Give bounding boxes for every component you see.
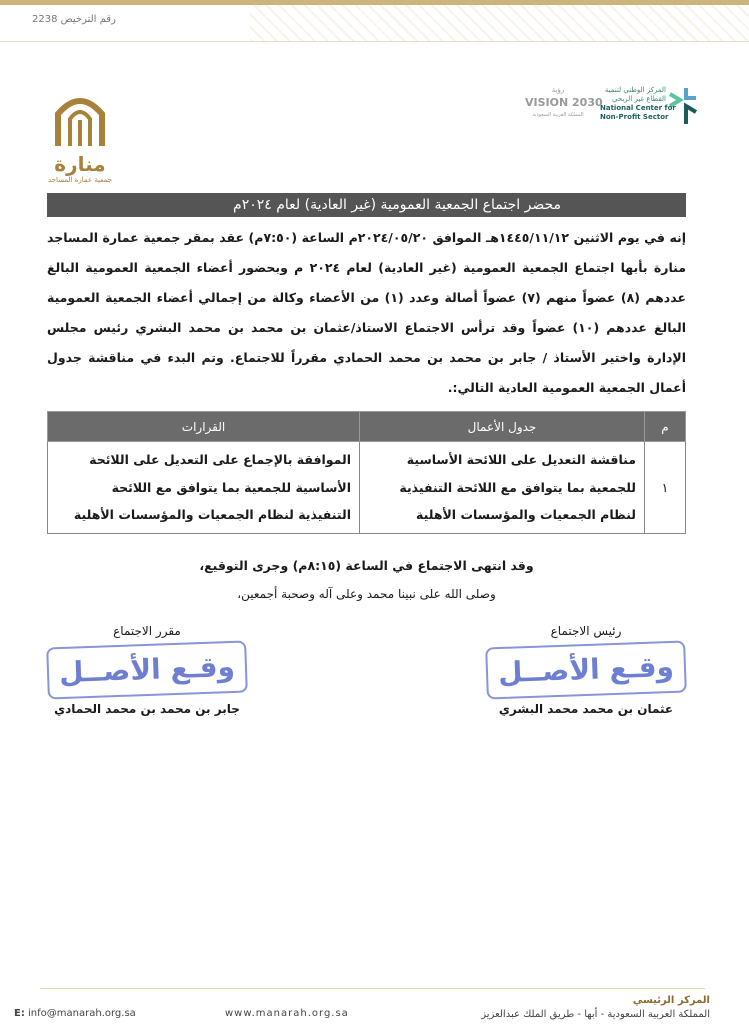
license-label: رقم الترخيص	[60, 14, 116, 25]
col-decisions-header: القرارات	[48, 412, 360, 442]
email-label: E:	[14, 1008, 25, 1019]
chairman-signature	[486, 622, 686, 718]
signatures	[47, 622, 686, 718]
chairman-name: عثمان بن محمد محمد البشري	[498, 701, 674, 716]
row-num: ١	[645, 442, 686, 534]
row-decision: الموافقة بالإجماع على التعديل على اللائحة الأساسية للجمعية بما يتوافق مع اللائحة التنفيذية لنظام الجمعيات والمؤسسات الأهلية	[48, 442, 360, 534]
secretary-name: جابر بن محمد بن محمد الحمادي	[54, 701, 240, 716]
vision-arabic: رؤية	[551, 86, 565, 94]
row-agenda: مناقشة التعديل على اللائحة الأساسية للجمعية بما يتوافق مع اللائحة التنفيذية لنظام الجمعيات والمؤسسات الأهلية	[360, 442, 645, 534]
ncnp-logo-text	[600, 86, 676, 122]
website-link[interactable]: www.manarah.org.sa	[225, 1008, 349, 1019]
ncnp-line1: المركز الوطني لتنمية	[604, 86, 666, 94]
table-row	[48, 442, 686, 534]
ncnp-line3: National Center for	[600, 104, 676, 112]
header-pattern	[250, 5, 749, 41]
footer-address	[420, 994, 710, 1022]
vision-2030-logo	[525, 86, 603, 119]
agenda-table	[47, 411, 686, 534]
document-main	[47, 193, 686, 718]
manarah-sub: جمعية عمارة المساجد	[48, 176, 112, 184]
hq-label: المركز الرئيسي	[632, 995, 710, 1006]
header-divider	[0, 41, 749, 42]
email-link[interactable]: info@manarah.org.sa	[28, 1008, 136, 1019]
chairman-stamp: وقـع الأصــل	[485, 640, 687, 699]
footer-divider	[40, 988, 705, 989]
manarah-logo	[35, 90, 125, 190]
license-value: 2238	[32, 14, 58, 25]
manarah-name: منارة	[54, 152, 106, 176]
secretary-title: مقرر الاجتماع	[113, 623, 181, 638]
ncnp-line4: Non-Profit Sector	[600, 113, 669, 121]
col-num-header: م	[645, 412, 686, 442]
secretary-stamp: وقـع الأصــل	[46, 640, 248, 699]
license-number	[32, 14, 116, 25]
vision-sub: المملكة العربية السعودية	[532, 112, 584, 118]
ncnp-line2: القطاع غير الربحي	[612, 95, 666, 103]
document-body: إنه في يوم الاثنين ١٤٤٥/١١/١٢هـ الموافق ٢٠٢٤/٠٥/٢٠م الساعة (٧:٥٠م) عقد بمقر جمعية عمارة المساجد منارة بأبها اجتماع الجمعية العمومية (غير العادية) لعام ٢٠٢٤ م وبحضور أعضاء الجمعية العمومية البالغ عددهم (٨) عضواً منهم (٧) عضواً أصالة وعدد (١) من الأعضاء وكالة من إجمالي أعضاء الجمعية العمومية البالغ عددهم (١٠) عضواً وقد ترأس الاجتماع الاستاذ/عثمان بن محمد بن محمد البشري رئيس مجلس الإدارة واختير الأستاذ / جابر بن محمد بن محمد الحمادي مقرراً للاجتماع. وتم البدء في مناقشة جدول أعمال الجمعية العمومية العادية التالي:.	[47, 230, 686, 395]
vision-text: VISION 2030	[525, 96, 603, 109]
address: المملكة العربية السعودية - أبها - طريق الملك عبدالعزيز	[481, 1009, 710, 1020]
chairman-title: رئيس الاجتماع	[550, 623, 622, 638]
secretary-signature	[47, 622, 247, 718]
col-agenda-header: جدول الأعمال	[360, 412, 645, 442]
closing-line-1: وقد انتهى الاجتماع في الساعة (٨:١٥م) وجرى التوقيع،	[199, 557, 534, 573]
document-title: محضر اجتماع الجمعية العمومية (غير العادية) لعام ٢٠٢٤م	[47, 193, 686, 217]
closing-line-2: وصلى الله على نبينا محمد وعلى آله وصحبة أجمعين،	[237, 586, 496, 601]
minaret-arch-icon	[35, 90, 125, 148]
email	[14, 1008, 136, 1019]
